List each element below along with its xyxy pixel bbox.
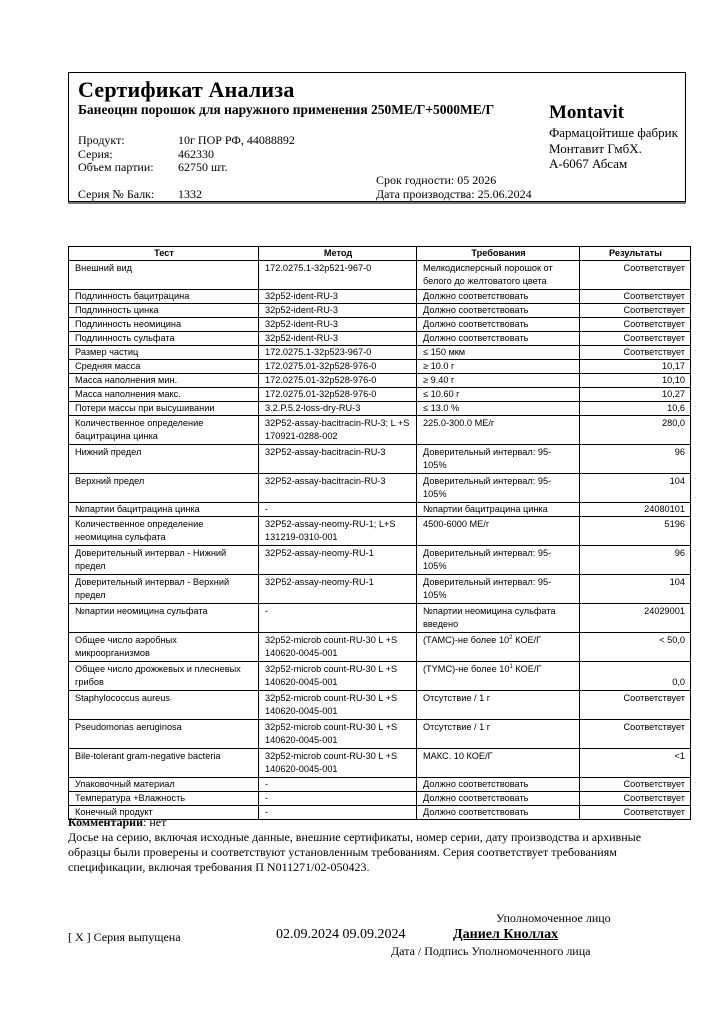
cell-requirement — [417, 662, 580, 691]
cell-result: 280,0 — [580, 416, 691, 445]
cell-test: Доверительный интервал - Нижний предел — [69, 546, 259, 575]
cell-test: Нижний предел — [69, 445, 259, 474]
cell-test: Средняя масса — [69, 360, 259, 374]
cell-method: 32P52-assay-neomy-RU-1 — [259, 546, 417, 575]
req-unit: КОЕ/Г — [512, 635, 542, 645]
comments-label: Комментарии — [68, 815, 144, 829]
cell-result: 5196 — [580, 517, 691, 546]
cell-method: 32p52-microb count-RU-30 L +S 140620-0045-001 — [259, 720, 417, 749]
table-row — [69, 633, 691, 662]
cell-method: 172.0275.01-32p528-976-0 — [259, 360, 417, 374]
brand-logo: Montavit — [549, 102, 624, 123]
field-value: 10г ПОР РФ, 44088892 — [178, 133, 295, 147]
table-row — [69, 374, 691, 388]
cell-test: Подлинность сульфата — [69, 332, 259, 346]
authorized-person-label: Уполномоченное лицо — [496, 911, 611, 925]
cell-requirement — [417, 633, 580, 662]
column-header-method: Метод — [259, 247, 417, 261]
comments-value: : нет — [143, 815, 167, 829]
table-row — [69, 346, 691, 360]
table-row — [69, 318, 691, 332]
cell-requirement: №партии неомицина сульфата введено — [417, 604, 580, 633]
cell-test: Pseudomonas aeruginosa — [69, 720, 259, 749]
table-row — [69, 720, 691, 749]
cell-result: Соответствует — [580, 346, 691, 360]
table-row — [69, 332, 691, 346]
table-row — [69, 691, 691, 720]
cell-requirement: Мелкодисперсный порошок от белого до желтоватого цвета — [417, 261, 580, 290]
cell-test: Внешний вид — [69, 261, 259, 290]
cell-result: Соответствует — [580, 332, 691, 346]
table-row — [69, 360, 691, 374]
cell-method: 32p52-ident-RU-3 — [259, 304, 417, 318]
cell-result: Соответствует — [580, 290, 691, 304]
field-label: Серия № Балк: — [78, 187, 155, 201]
cell-requirement: Доверительный интервал: 95-105% — [417, 445, 580, 474]
req-exponent: 2 — [509, 634, 513, 641]
table-row — [69, 416, 691, 445]
cell-result: 0,0 — [580, 662, 691, 691]
table-row — [69, 402, 691, 416]
cell-test: Доверительный интервал - Верхний предел — [69, 575, 259, 604]
cell-result: 10,10 — [580, 374, 691, 388]
cell-method: 172.0275.01-32p528-976-0 — [259, 388, 417, 402]
cell-result: Соответствует — [580, 318, 691, 332]
cell-result: Соответствует — [580, 778, 691, 792]
cell-result: 10,6 — [580, 402, 691, 416]
table-row — [69, 445, 691, 474]
cell-method: - — [259, 792, 417, 806]
cell-method: 32P52-assay-bacitracin-RU-3; L +S 170921-0288-002 — [259, 416, 417, 445]
dates-block — [376, 173, 532, 201]
cell-test: №партии неомицина сульфата — [69, 604, 259, 633]
cell-result: 104 — [580, 474, 691, 503]
cell-result: 10,17 — [580, 360, 691, 374]
cell-result: Соответствует — [580, 691, 691, 720]
cell-result: Соответствует — [580, 304, 691, 318]
batch-released-checkbox: [ X ] Серия выпущена — [68, 930, 181, 944]
cell-method: 32p52-microb count-RU-30 L +S 140620-0045-001 — [259, 662, 417, 691]
table-row — [69, 503, 691, 517]
table-row — [69, 388, 691, 402]
table-row — [69, 662, 691, 691]
cell-method: 32P52-assay-bacitracin-RU-3 — [259, 445, 417, 474]
table-header-row — [69, 247, 691, 261]
cell-test: Потери массы при высушивании — [69, 402, 259, 416]
cell-test: Staphylococcus aureus — [69, 691, 259, 720]
table-row — [69, 290, 691, 304]
cell-requirement: Должно соответствовать — [417, 318, 580, 332]
cell-requirement: 225.0-300.0 МЕ/г — [417, 416, 580, 445]
cell-requirement: МАКС. 10 КОЕ/Г — [417, 749, 580, 778]
comments-text: Досье на серию, включая исходные данные, внешние сертификаты, номер серии, дату производства и архивные образцы были проверены и соответствуют установленным требованиям. Серия соответствует требованиям спецификации, включая требования П N011271/02-050423. — [68, 830, 642, 874]
cell-result: 10,27 — [580, 388, 691, 402]
req-text: (TYMC)-не более 10 — [423, 664, 510, 674]
table-row — [69, 604, 691, 633]
cell-requirement: Должно соответствовать — [417, 332, 580, 346]
cell-test: Подлинность цинка — [69, 304, 259, 318]
cell-test: Масса наполнения макс. — [69, 388, 259, 402]
cell-requirement: Отсутствие / 1 г — [417, 691, 580, 720]
cell-test: Верхний предел — [69, 474, 259, 503]
product-subtitle: Банеоцин порошок для наружного применения 250МЕ/Г+5000МЕ/Г — [78, 102, 495, 117]
cell-requirement: ≤ 10.60 г — [417, 388, 580, 402]
table-row — [69, 792, 691, 806]
cell-test: Количественное определение неомицина сульфата — [69, 517, 259, 546]
cell-method: 32P52-assay-neomy-RU-1; L+S 131219-0310-001 — [259, 517, 417, 546]
column-header-results: Результаты — [580, 247, 691, 261]
cell-requirement: Должно соответствовать — [417, 778, 580, 792]
cell-test: Упаковочный материал — [69, 778, 259, 792]
cell-result: 96 — [580, 546, 691, 575]
cell-method: 32p52-microb count-RU-30 L +S 140620-0045-001 — [259, 691, 417, 720]
req-text: (ТАМС)-не более 10 — [423, 635, 510, 645]
table-row — [69, 474, 691, 503]
cell-result: <1 — [580, 749, 691, 778]
req-unit: КОЕ/Г — [512, 664, 542, 674]
cell-method: 32P52-assay-bacitracin-RU-3 — [259, 474, 417, 503]
cell-requirement: Отсутствие / 1 г — [417, 720, 580, 749]
cell-method: - — [259, 503, 417, 517]
field-label: Серия: — [78, 147, 113, 161]
cell-method: 32p52-ident-RU-3 — [259, 318, 417, 332]
cell-test: Подлинность неомицина — [69, 318, 259, 332]
cell-result: 24029001 — [580, 604, 691, 633]
cell-requirement: ≤ 13.0 % — [417, 402, 580, 416]
cell-method: 172.0275.1-32p521-967-0 — [259, 261, 417, 290]
cell-method: 172.0275.01-32p528-976-0 — [259, 374, 417, 388]
table-row — [69, 304, 691, 318]
cell-requirement: Должно соответствовать — [417, 792, 580, 806]
certificate-header — [68, 72, 686, 202]
cell-test: Общее число аэробных микроорганизмов — [69, 633, 259, 662]
field-value: 462330 — [178, 147, 214, 161]
expiry-date: Срок годности: 05 2026 — [376, 173, 497, 187]
cell-requirement: ≥ 9.40 г — [417, 374, 580, 388]
cell-test: Подлинность бацитрацина — [69, 290, 259, 304]
cell-result: 104 — [580, 575, 691, 604]
manufacturer-address — [549, 125, 678, 172]
cell-requirement: Должно соответствовать — [417, 290, 580, 304]
signature-name: Даниел Кноллах — [453, 927, 559, 942]
results-table — [68, 246, 691, 820]
address-line: Фармацойтише фабрик — [549, 125, 678, 140]
cell-requirement: №партии бацитрацина цинка — [417, 503, 580, 517]
cell-requirement: 4500-6000 МЕ/г — [417, 517, 580, 546]
comments-section — [68, 815, 668, 875]
signature-caption: Дата / Подпись Уполномоченного лица — [391, 944, 591, 958]
cell-test: Количественное определение бацитрацина цинка — [69, 416, 259, 445]
cell-requirement: Должно соответствовать — [417, 806, 580, 820]
cell-requirement: ≥ 10.0 г — [417, 360, 580, 374]
cell-test: Размер частиц — [69, 346, 259, 360]
cell-method: - — [259, 778, 417, 792]
cell-requirement: ≤ 150 мкм — [417, 346, 580, 360]
cell-method: - — [259, 806, 417, 820]
cell-result: Соответствует — [580, 806, 691, 820]
cell-result: Соответствует — [580, 792, 691, 806]
cell-requirement: Доверительный интервал: 95-105% — [417, 575, 580, 604]
cell-requirement: Доверительный интервал: 95-105% — [417, 546, 580, 575]
cell-result: 96 — [580, 445, 691, 474]
table-row — [69, 749, 691, 778]
field-value: 1332 — [178, 187, 202, 201]
cell-test: Bile-tolerant gram-negative bacteria — [69, 749, 259, 778]
cell-requirement: Доверительный интервал: 95-105% — [417, 474, 580, 503]
cell-requirement: Должно соответствовать — [417, 304, 580, 318]
cell-method: 172.0275.1-32p523-967-0 — [259, 346, 417, 360]
cell-test: Масса наполнения мин. — [69, 374, 259, 388]
cell-method: 32p52-ident-RU-3 — [259, 332, 417, 346]
column-header-requirements: Требования — [417, 247, 580, 261]
production-date: Дата производства: 25.06.2024 — [376, 187, 532, 201]
cell-test: №партии бацитрацина цинка — [69, 503, 259, 517]
cell-method: 32p52-ident-RU-3 — [259, 290, 417, 304]
cell-result: Соответствует — [580, 261, 691, 290]
cell-test: Конечный продукт — [69, 806, 259, 820]
field-label: Объем партии: — [78, 160, 154, 174]
cell-method: 32p52-microb count-RU-30 L +S 140620-0045-001 — [259, 633, 417, 662]
address-line: А-6067 Абсам — [549, 156, 628, 171]
table-row — [69, 261, 691, 290]
cell-result: Соответствует — [580, 720, 691, 749]
cell-method: - — [259, 604, 417, 633]
table-row — [69, 546, 691, 575]
table-row — [69, 778, 691, 792]
field-label: Продукт: — [78, 133, 125, 147]
signature-dates: 02.09.2024 09.09.2024 — [276, 927, 406, 942]
cell-method: 32P52-assay-neomy-RU-1 — [259, 575, 417, 604]
cell-test: Температура +Влажность — [69, 792, 259, 806]
cell-method: 3.2.P.5.2-loss-dry-RU-3 — [259, 402, 417, 416]
cell-method: 32p52-microb count-RU-30 L +S 140620-0045-001 — [259, 749, 417, 778]
page-title: Сертификат Анализа — [78, 77, 295, 102]
req-exponent: 1 — [509, 663, 513, 670]
table-row — [69, 517, 691, 546]
cell-result: < 50,0 — [580, 633, 691, 662]
column-header-test: Тест — [69, 247, 259, 261]
field-value: 62750 шт. — [178, 160, 228, 174]
address-line: Монтавит ГмбХ. — [549, 140, 642, 156]
table-row — [69, 575, 691, 604]
comments-line — [68, 815, 668, 830]
cell-result: 24080101 — [580, 503, 691, 517]
cell-test: Общее число дрожжевых и плесневых грибов — [69, 662, 259, 691]
